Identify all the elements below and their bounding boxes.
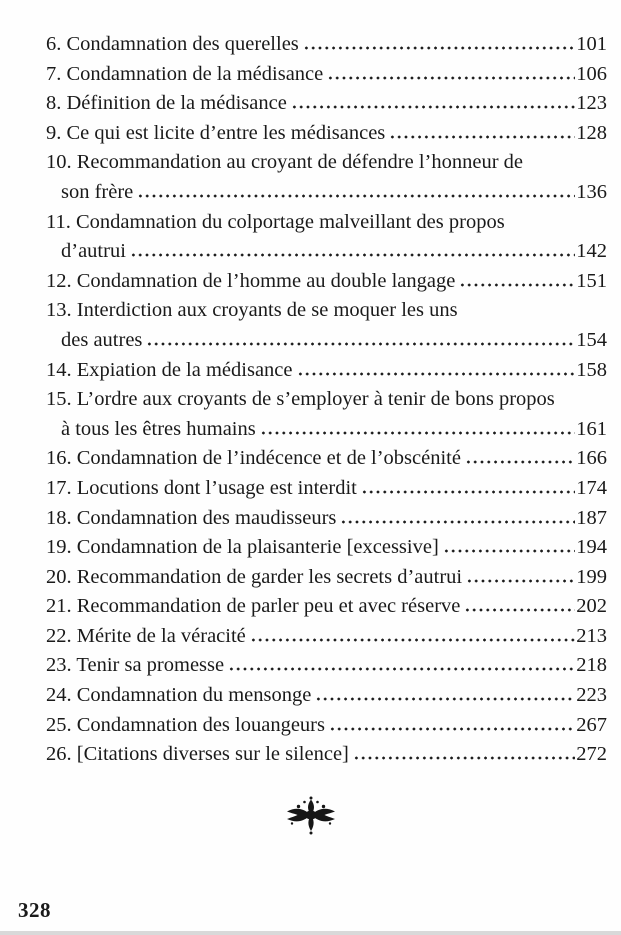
dotted-leader: [465, 460, 575, 464]
dotted-leader: [329, 727, 575, 731]
dotted-leader: [361, 490, 575, 494]
toc-entry-line: [46, 178, 607, 208]
toc-entry-title-continuation: d’autrui: [61, 240, 126, 263]
toc-entry-page-number: 187: [576, 506, 607, 529]
toc-entry-page-number: 223: [576, 684, 607, 707]
dotted-leader: [260, 431, 576, 435]
toc-entry-line: [46, 237, 607, 267]
dotted-leader: [389, 135, 575, 139]
toc-entry-page-number: 154: [576, 328, 607, 351]
toc-entry-title-continuation: des autres: [61, 328, 143, 351]
toc-entry-title: 17. Locutions dont l’usage est interdit: [46, 476, 357, 499]
dotted-leader: [297, 372, 576, 376]
toc-entry: [46, 89, 607, 119]
dotted-leader: [464, 608, 575, 612]
toc-entry: [46, 60, 607, 90]
toc-entry-line: [46, 622, 607, 652]
page-bottom-edge: [0, 931, 621, 935]
toc-entry: [46, 474, 607, 504]
toc-entry-title: 10. Recommandation au croyant de défendre l’honneur de: [46, 151, 524, 174]
toc-entry-line: [46, 60, 607, 90]
toc-entry-title: 13. Interdiction aux croyants de se moquer les uns: [46, 299, 458, 322]
toc-entry-line: [46, 711, 607, 741]
toc-entry-line: [46, 30, 607, 60]
toc-entry-line: [46, 326, 607, 356]
toc-entry-line: [46, 267, 607, 297]
toc-entry-line: [46, 504, 607, 534]
toc-entry-title: 14. Expiation de la médisance: [46, 358, 293, 381]
toc-entry: [46, 296, 607, 355]
toc-entry-line: [46, 356, 607, 386]
dotted-leader: [315, 697, 575, 701]
toc-entry-page-number: 142: [576, 240, 607, 263]
dotted-leader: [353, 756, 575, 760]
toc-entry: [46, 208, 607, 267]
toc-entry-title: 7. Condamnation de la médisance: [46, 62, 324, 85]
toc-entry-title: 11. Condamnation du colportage malveillant des propos: [46, 210, 505, 233]
toc-entry-page-number: 106: [576, 62, 607, 85]
toc-entry-title-continuation: à tous les êtres humains: [61, 417, 256, 440]
dotted-leader: [291, 105, 575, 109]
dotted-leader: [466, 579, 575, 583]
toc-entry-title: 20. Recommandation de garder les secrets d’autrui: [46, 565, 463, 588]
dotted-leader: [228, 667, 575, 671]
toc-entry-page-number: 158: [576, 358, 607, 381]
toc-entry-line: [46, 119, 607, 149]
toc-entry: [46, 30, 607, 60]
toc-entry-title: 9. Ce qui est licite d’entre les médisances: [46, 121, 386, 144]
toc-entry: [46, 711, 607, 741]
toc-entry-page-number: 151: [576, 269, 607, 292]
toc-entry: [46, 681, 607, 711]
toc-entry-title: 6. Condamnation des querelles: [46, 33, 299, 55]
toc-entry: [46, 563, 607, 593]
toc-entry-line: [46, 651, 607, 681]
toc-entry-line: [46, 533, 607, 563]
toc-entry-title: 22. Mérite de la véracité: [46, 624, 246, 647]
toc-entry-page-number: 272: [576, 743, 607, 766]
toc-entry-line: [46, 474, 607, 504]
dotted-leader: [340, 520, 575, 524]
toc-entry-title: 16. Condamnation de l’indécence et de l’obscénité: [46, 447, 461, 470]
toc-entry-page-number: 199: [576, 565, 607, 588]
toc-entry-title: 12. Condamnation de l’homme au double langage: [46, 269, 456, 292]
toc-entry-line: [46, 208, 607, 238]
page-number: 328: [18, 898, 51, 922]
dotted-leader: [327, 76, 575, 80]
toc-entry: [46, 504, 607, 534]
toc-entry-title: 23. Tenir sa promesse: [46, 654, 225, 677]
fleuron-icon: [282, 796, 340, 836]
toc-entry-title: 24. Condamnation du mensonge: [46, 684, 312, 707]
toc-entry-line: [46, 592, 607, 622]
toc-entry-line: [46, 89, 607, 119]
toc-entry-title-continuation: son frère: [61, 180, 134, 203]
toc-entry-title: 8. Définition de la médisance: [46, 92, 287, 115]
dotted-leader: [443, 549, 575, 553]
toc-entry-title: 18. Condamnation des maudisseurs: [46, 506, 337, 529]
toc-entry: [46, 444, 607, 474]
toc-entry: [46, 119, 607, 149]
toc-entry-line: [46, 415, 607, 445]
toc-entry-line: [46, 563, 607, 593]
toc-entry-page-number: 267: [576, 713, 607, 736]
toc-entry: [46, 592, 607, 622]
dotted-leader: [137, 194, 575, 198]
toc-entry-title: 15. L’ordre aux croyants de s’employer à tenir de bons propos: [46, 388, 555, 411]
dotted-leader: [459, 283, 575, 287]
dotted-leader: [250, 638, 575, 642]
toc-entry: [46, 651, 607, 681]
toc-entry: [46, 148, 607, 207]
fleuron-ornament: [0, 796, 621, 841]
toc-entry-page-number: 161: [576, 417, 607, 440]
toc-entry-line: [46, 385, 607, 415]
toc-entry-page-number: 218: [576, 654, 607, 677]
toc-entry-page-number: 128: [576, 121, 607, 144]
toc-entry-line: [46, 740, 607, 770]
toc-entry-page-number: 166: [576, 447, 607, 470]
toc-entry: [46, 533, 607, 563]
toc-entry-page-number: 123: [576, 92, 607, 115]
toc-entry: [46, 740, 607, 770]
toc-entry-line: [46, 148, 607, 178]
toc-entry: [46, 356, 607, 386]
toc-entry-line: [46, 681, 607, 711]
toc-entry-page-number: 136: [576, 180, 607, 203]
dotted-leader: [146, 342, 575, 346]
toc-entry-title: 25. Condamnation des louangeurs: [46, 713, 325, 736]
dotted-leader: [303, 46, 575, 50]
toc-entry-line: [46, 444, 607, 474]
toc-entry: [46, 267, 607, 297]
toc-entry: [46, 385, 607, 444]
toc-entry-title: 19. Condamnation de la plaisanterie [excessive]: [46, 536, 439, 559]
toc-entry-page-number: 101: [576, 33, 607, 55]
dotted-leader: [130, 253, 575, 257]
toc-entry-line: [46, 296, 607, 326]
toc-entry-page-number: 213: [576, 624, 607, 647]
toc-entry: [46, 622, 607, 652]
toc-entry-title: 21. Recommandation de parler peu et avec réserve: [46, 595, 461, 618]
toc-entry-page-number: 194: [576, 536, 607, 559]
toc-entry-title: 26. [Citations diverses sur le silence]: [46, 743, 349, 766]
toc-entry-page-number: 202: [576, 595, 607, 618]
toc-entry-page-number: 174: [576, 476, 607, 499]
